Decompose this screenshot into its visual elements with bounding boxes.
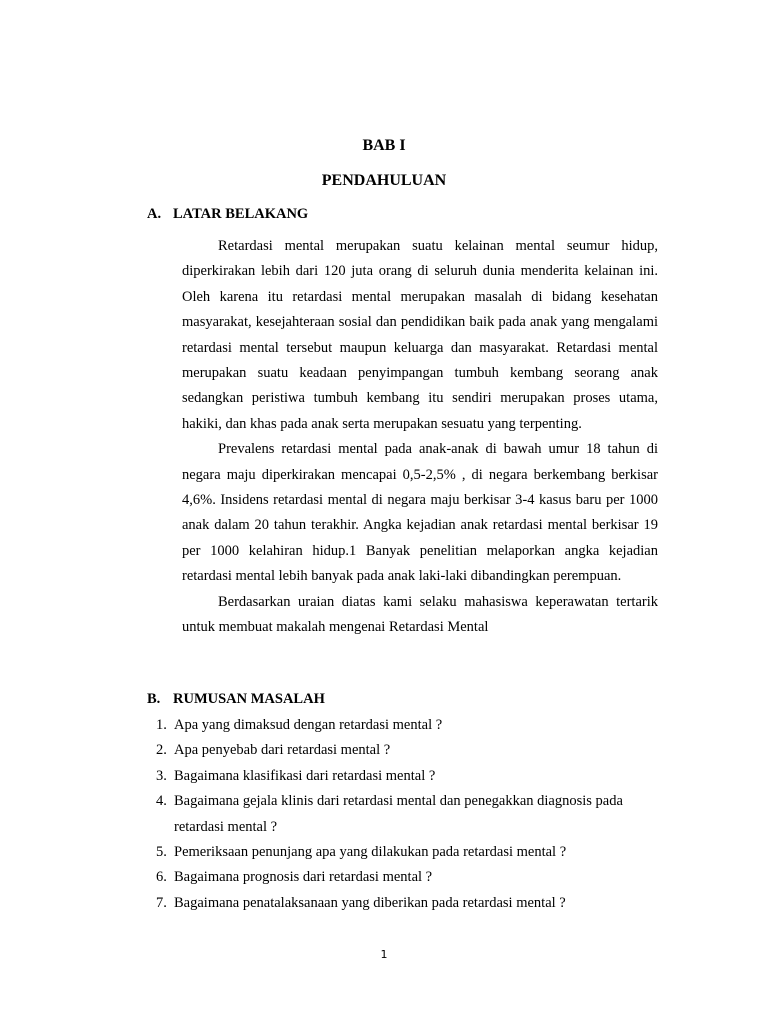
chapter-title: PENDAHULUAN	[321, 172, 447, 189]
list-number: 1.	[156, 717, 167, 733]
paragraph: Retardasi mental merupakan suatu kelainan mental seumur hidup, diperkirakan lebih dari 120 juta orang di seluruh dunia menderita kelainan ini. Oleh karena itu retardasi mental merupakan masalah di bidang kesehatan masyarakat, kesejahteraan sosial dan pendidikan baik pada anak yang mengalami retardasi mental tersebut maupun keluarga dan masyarakat. Retardasi mental merupakan suatu keadaan penyimpangan tumbuh kembang seorang anak sedangkan peristiwa tumbuh kembang itu sendiri merupakan proses utama, hakiki, dan khas pada anak serta merupakan sesuatu yang terpenting.	[182, 238, 658, 432]
list-text: Bagaimana klasifikasi dari retardasi mental ?	[174, 767, 436, 784]
list-number: 3.	[156, 767, 167, 784]
list-item	[156, 764, 666, 789]
section-b-letter: B.	[147, 691, 161, 707]
section-b-title: RUMUSAN MASALAH	[173, 691, 325, 707]
section-a-title: LATAR BELAKANG	[173, 206, 309, 222]
list-item	[156, 840, 666, 865]
list-number: 2.	[156, 742, 167, 759]
list-number: 5.	[156, 844, 167, 861]
paragraph: Prevalens retardasi mental pada anak-anak di bawah umur 18 tahun di negara maju diperkirakan mencapai 0,5-2,5% , di negara berkembang berkisar 4,6%. Insidens retardasi mental di negara maju berkisar 3-4 kasus baru per 1000 anak dalam 20 tahun terakhir. Angka kejadian anak retardasi mental berkisar 19 per 1000 kelahiran hidup.1 Banyak penelitian melaporkan angka kejadian retardasi mental lebih banyak pada anak laki-laki dibandingkan perempuan.	[182, 441, 658, 585]
list-text: Apa yang dimaksud dengan retardasi mental ?	[174, 717, 443, 733]
chapter-number: BAB I	[362, 137, 406, 154]
list-text: Bagaimana gejala klinis dari retardasi mental dan penegakkan diagnosis pada retardasi mental ?	[174, 793, 623, 835]
section-a-body	[182, 234, 658, 641]
list-item	[156, 891, 666, 916]
list-text: Pemeriksaan penunjang apa yang dilakukan pada retardasi mental ?	[174, 844, 567, 861]
section-a-heading	[147, 206, 308, 223]
list-text: Bagaimana penatalaksanaan yang diberikan pada retardasi mental ?	[174, 894, 566, 911]
list-number: 7.	[156, 894, 167, 911]
list-item	[156, 789, 666, 840]
list-item	[156, 865, 666, 890]
list-item	[156, 713, 666, 738]
section-a-letter: A.	[147, 206, 162, 222]
paragraph: Berdasarkan uraian diatas kami selaku mahasiswa keperawatan tertarik untuk membuat makalah mengenai Retardasi Mental	[182, 593, 658, 636]
problem-list	[156, 713, 666, 916]
page-number: 1	[380, 948, 388, 961]
list-text: Apa penyebab dari retardasi mental ?	[174, 742, 391, 759]
list-item	[156, 738, 666, 763]
section-b-heading	[147, 691, 325, 708]
list-number: 6.	[156, 869, 167, 886]
list-number: 4.	[156, 793, 167, 810]
list-text: Bagaimana prognosis dari retardasi mental ?	[174, 869, 433, 886]
